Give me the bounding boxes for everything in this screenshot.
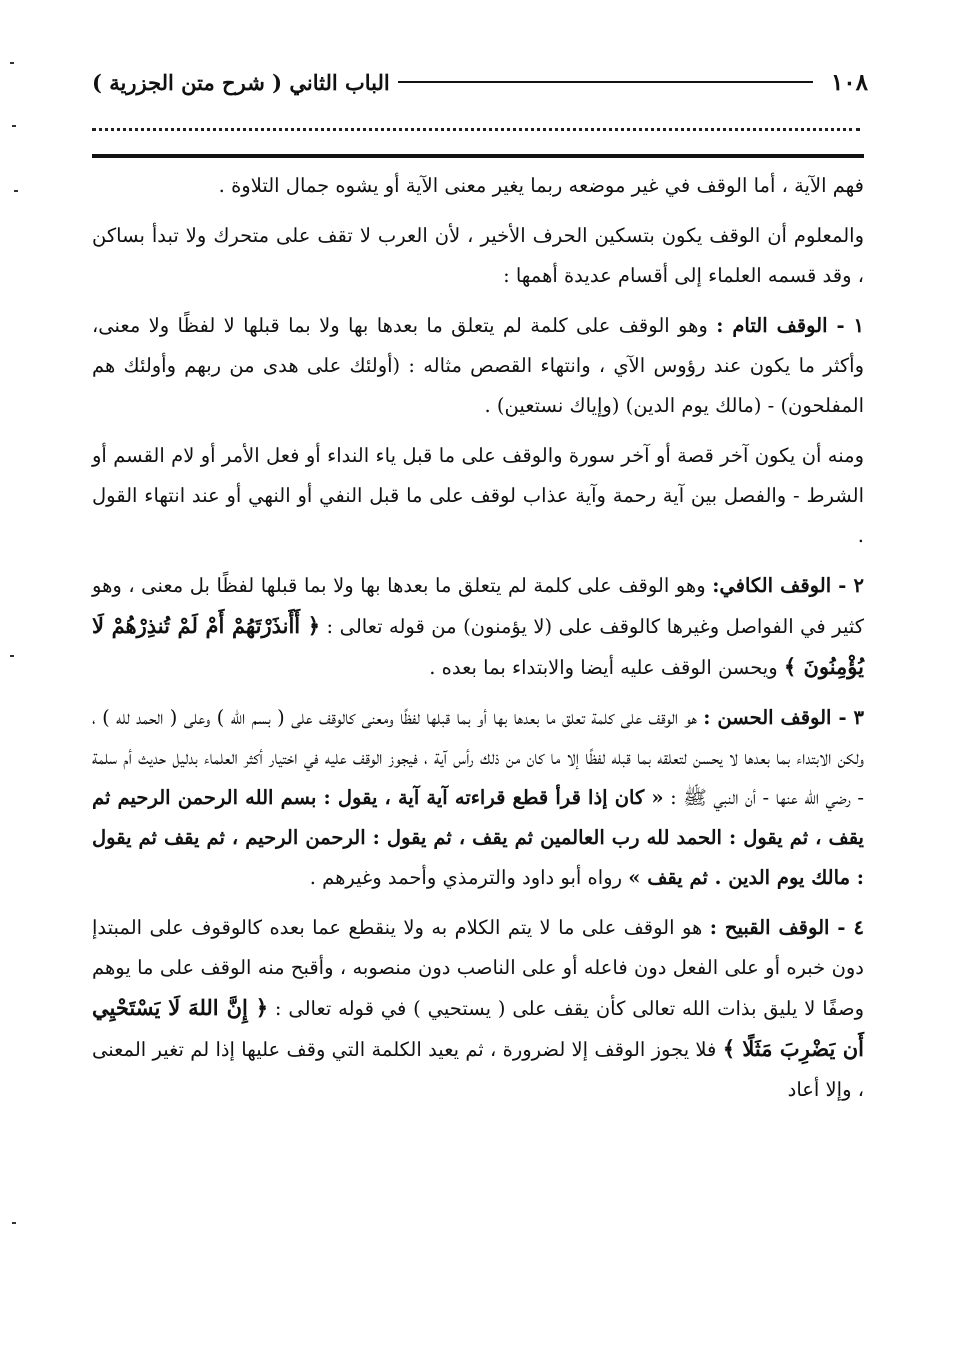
section-text: هو الوقف على كلمة تعلق ما بعدها بها أو بما قبلها لفظًا ومعنى كالوقف على ( بسم الله ) وعلى ( الحمد لله ) ، ولكن الابتداء بما بعدها لا يحسن لتعلقه بما قبله لفظًا إلا ما كان من ذلك رأس آية ، فيجوز الوقف عليه في اختيار أكثر العلماء بدليل حديث أم سلمة - رضي الله عنها - أن النبي ﷺ :	[92, 706, 864, 809]
section-text: هو الوقف على ما لا يتم الكلام به ولا ينقطع عما بعده كالوقوف على المبتدإ دون خبره أو على الفعل دون فاعله أو على الناصب دون منصوبه ، وأقبح منه الوقف على ما يوهم وصفًا لا يليق بذات الله تعالى كأن يقف على ( يستحيي ) في قوله تعالى :	[92, 916, 864, 1020]
section-term: الوقف القبيح :	[709, 916, 830, 939]
section-bad-stop	[92, 908, 864, 1110]
section-text: رواه أبو داود والترمذي وأحمد وغيرهم .	[309, 866, 629, 889]
section-sufficient-stop	[92, 566, 864, 688]
section-number: ٤ -	[829, 916, 865, 939]
running-title: الباب الثاني ( شرح متن الجزرية )	[92, 69, 390, 95]
margin-speck	[12, 125, 16, 127]
section-number: ٣ -	[831, 706, 864, 729]
section-good-stop	[92, 698, 864, 898]
paragraph: فهم الآية ، أما الوقف في غير موضعه ربما يغير معنى الآية أو يشوه جمال التلاوة .	[218, 174, 864, 197]
section-text: وهو الوقف على كلمة لم يتعلق ما بعدها بها ولا بما قبلها لفظًا بل معنى ، وهو كثير في الفواصل وغيرها كالوقف على (لا يؤمنون) من قوله تعالى :	[92, 574, 864, 638]
section-number: ١ -	[827, 314, 865, 337]
page-header	[92, 64, 868, 100]
margin-speck	[10, 62, 14, 64]
hadith-quote: « كان إذا قرأ قطع قراءته آية آية ، يقول : بسم الله الرحمن الرحيم ثم يقف ، ثم يقول : الحمد لله رب العالمين ثم يقف ، ثم يقول : الرحمن الرحيم ، ثم يقف ثم يقول : مالك يوم الدين . ثم يقف »	[92, 786, 864, 889]
paragraph: والمعلوم أن الوقف يكون بتسكين الحرف الأخير ، لأن العرب لا تقف على متحرك ولا تبدأ بساكن ، وقد قسمه العلماء إلى أقسام عديدة أهمها :	[92, 224, 864, 287]
quran-verse: ﴿ إِنَّ اللهَ لَا يَسْتَحْيِي أَن يَضْرِبَ مَثَلًا ﴾	[92, 995, 864, 1061]
section-term: الوقف الكافي:	[712, 574, 832, 597]
quran-verse: ﴿ أَأَنذَرْتَهُمْ أَمْ لَمْ تُنذِرْهُمْ لَا يُؤْمِنُونَ ﴾	[92, 613, 864, 679]
section-number: ٢ -	[831, 574, 865, 597]
margin-speck	[10, 655, 14, 657]
paragraph: ومنه أن يكون آخر قصة أو آخر سورة والوقف على ما قبل ياء النداء أو فعل الأمر أو لام القسم أو الشرط - والفصل بين آية رحمة وآية عذاب لوقف على ما قبل النفي أو النهي أو عند انتهاء القول .	[92, 444, 864, 547]
margin-speck	[12, 1222, 16, 1224]
section-term: الوقف الحسن :	[703, 706, 832, 729]
margin-speck	[14, 190, 18, 192]
header-rule	[398, 81, 813, 83]
header-thick-rule	[92, 154, 864, 158]
dotted-separator	[92, 128, 860, 131]
section-term: الوقف التام :	[716, 314, 828, 337]
page-body	[92, 166, 864, 1120]
section-text: فلا يجوز الوقف إلا لضرورة ، ثم يعيد الكلمة التي وقف عليها إذا لم تغير المعنى ، وإلا أعاد	[92, 1038, 864, 1101]
page-number: ١٠٨	[830, 68, 868, 96]
section-complete-stop	[92, 306, 864, 426]
section-text: وهو الوقف على كلمة لم يتعلق ما بعدها بها ولا بما قبلها لا لفظًا ولا معنى، وأكثر ما يكون عند رؤوس الآي ، وانتهاء القصص مثاله : (أولئك على هدى من ربهم وأولئك هم المفلحون) - (مالك يوم الدين) (وإياك نستعين) .	[92, 314, 864, 417]
section-text: ويحسن الوقف عليه أيضا والابتداء بما بعده .	[429, 656, 784, 679]
